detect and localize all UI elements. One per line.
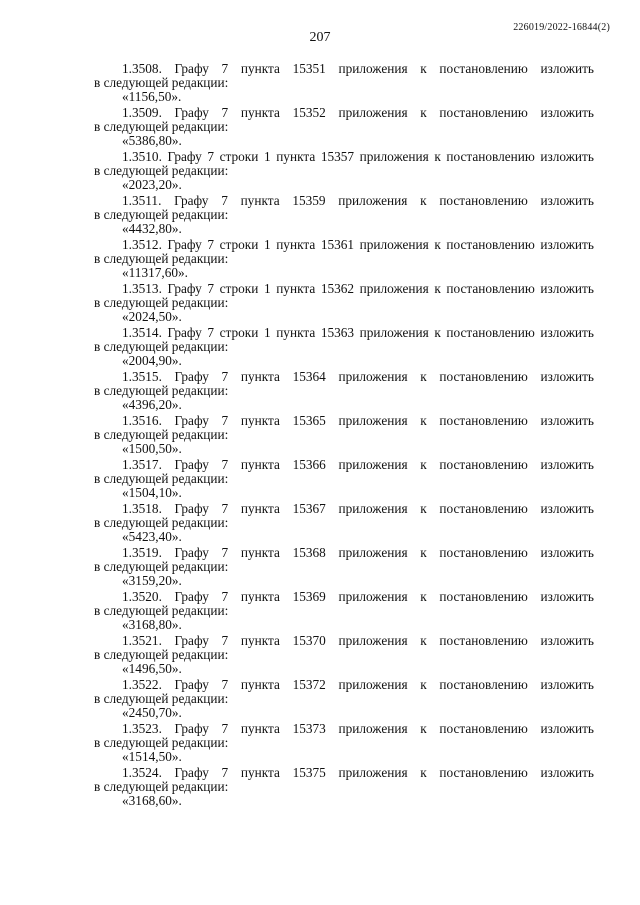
amendment-word: 15373 <box>292 721 326 736</box>
amendment-word: пункта <box>240 413 280 428</box>
amendment-word: пункта <box>240 677 280 692</box>
amendment-new-value: «2023,20». <box>122 177 182 192</box>
amendment-word: к <box>420 61 427 76</box>
amendment-item <box>94 678 594 720</box>
amendment-item <box>94 282 594 324</box>
amendment-word: изложить <box>540 149 594 164</box>
amendment-word: 7 <box>221 369 229 384</box>
amendment-word: 7 <box>221 105 229 120</box>
amendment-first-line <box>94 194 594 208</box>
amendment-word: к <box>420 765 427 780</box>
amendment-first-line <box>94 590 594 604</box>
amendment-first-line <box>94 326 594 340</box>
amendment-word: 15361 <box>320 237 355 252</box>
amendment-word: Графу <box>167 149 202 164</box>
amendment-word: пункта <box>240 457 280 472</box>
amendment-word: приложения <box>359 281 429 296</box>
amendment-new-value: «3168,80». <box>122 617 182 632</box>
amendment-continuation: в следующей редакции: <box>94 559 229 574</box>
amendment-word: пункта <box>240 193 280 208</box>
amendment-word: 15351 <box>292 61 326 76</box>
amendment-word: 1.3517. <box>122 457 162 472</box>
amendment-word: 7 <box>207 281 215 296</box>
amendment-word: к <box>420 413 427 428</box>
amendment-word: пункта <box>240 501 280 516</box>
amendment-item <box>94 502 594 544</box>
amendment-word: 1.3511. <box>122 193 162 208</box>
amendment-first-line <box>94 370 594 384</box>
amendment-word: Графу <box>174 413 209 428</box>
amendment-word: приложения <box>359 237 429 252</box>
amendment-item <box>94 722 594 764</box>
amendment-word: постановлению <box>446 237 535 252</box>
amendment-continuation: в следующей редакции: <box>94 295 229 310</box>
amendment-word: 1.3521. <box>122 633 162 648</box>
amendment-word: 7 <box>221 193 228 208</box>
page-number: 207 <box>309 30 331 45</box>
amendment-word: приложения <box>359 325 429 340</box>
amendment-new-value: «4432,80». <box>122 221 182 236</box>
amendment-word: постановлению <box>439 61 528 76</box>
amendment-new-value: «11317,60». <box>122 265 188 280</box>
amendment-new-value: «2004,90». <box>122 353 182 368</box>
amendment-word: строки <box>219 149 259 164</box>
amendment-item <box>94 238 594 280</box>
amendment-first-line <box>94 414 594 428</box>
amendment-word: 1.3519. <box>122 545 162 560</box>
amendment-word: Графу <box>174 765 209 780</box>
amendment-new-value: «1504,10». <box>122 485 182 500</box>
amendment-new-value: «3159,20». <box>122 573 182 588</box>
amendment-continuation: в следующей редакции: <box>94 471 229 486</box>
amendment-first-line <box>94 150 594 164</box>
amendment-word: 1.3515. <box>122 369 162 384</box>
amendment-word: 1.3513. <box>122 281 162 296</box>
amendment-item <box>94 150 594 192</box>
amendment-word: изложить <box>540 325 594 340</box>
amendment-word: изложить <box>540 61 594 76</box>
amendment-word: приложения <box>338 765 408 780</box>
amendment-word: постановлению <box>439 501 528 516</box>
amendment-word: 15363 <box>320 325 355 340</box>
amendment-first-line <box>94 546 594 560</box>
amendment-word: 1.3509. <box>122 105 162 120</box>
amendment-word: изложить <box>540 193 594 208</box>
amendment-item <box>94 590 594 632</box>
amendment-word: 15375 <box>292 765 326 780</box>
amendment-word: 15365 <box>292 413 326 428</box>
amendment-word: приложения <box>338 369 408 384</box>
amendment-word: постановлению <box>439 721 528 736</box>
amendment-word: изложить <box>540 237 594 252</box>
amendment-word: изложить <box>540 765 594 780</box>
amendment-word: 15357 <box>320 149 355 164</box>
amendment-word: 15370 <box>292 633 326 648</box>
amendment-continuation: в следующей редакции: <box>94 603 229 618</box>
amendment-word: Графу <box>174 105 209 120</box>
amendment-word: постановлению <box>439 369 528 384</box>
amendment-word: 1.3522. <box>122 677 162 692</box>
amendment-word: 7 <box>221 457 229 472</box>
amendment-word: приложения <box>338 105 408 120</box>
amendment-first-line <box>94 634 594 648</box>
amendment-word: 7 <box>221 545 229 560</box>
amendment-word: к <box>434 281 441 296</box>
amendment-word: 15352 <box>292 105 326 120</box>
amendment-word: приложения <box>338 457 408 472</box>
amendment-word: 1 <box>263 149 271 164</box>
amendment-word: постановлению <box>439 105 528 120</box>
amendment-word: пункта <box>240 721 280 736</box>
amendment-word: 15364 <box>292 369 326 384</box>
amendment-word: приложения <box>338 545 408 560</box>
amendment-word: изложить <box>540 369 594 384</box>
amendment-word: 15368 <box>292 545 326 560</box>
amendment-word: постановлению <box>439 765 528 780</box>
amendment-word: 7 <box>207 325 215 340</box>
amendment-item <box>94 326 594 368</box>
amendment-item <box>94 414 594 456</box>
amendment-item <box>94 634 594 676</box>
amendment-word: постановлению <box>446 149 535 164</box>
amendment-word: приложения <box>338 61 408 76</box>
amendment-continuation: в следующей редакции: <box>94 251 229 266</box>
amendment-word: изложить <box>540 105 594 120</box>
amendment-word: строки <box>219 237 259 252</box>
amendment-word: постановлению <box>439 413 528 428</box>
amendment-word: изложить <box>540 721 594 736</box>
amendment-word: приложения <box>359 149 429 164</box>
amendment-word: постановлению <box>439 457 528 472</box>
amendment-word: 15372 <box>292 677 326 692</box>
amendment-first-line <box>94 106 594 120</box>
amendment-new-value: «1514,50». <box>122 749 182 764</box>
amendment-word: к <box>420 501 427 516</box>
amendment-item <box>94 194 594 236</box>
amendment-continuation: в следующей редакции: <box>94 515 229 530</box>
amendment-item <box>94 106 594 148</box>
amendment-word: постановлению <box>439 193 528 208</box>
amendment-continuation: в следующей редакции: <box>94 691 229 706</box>
amendment-word: строки <box>219 281 259 296</box>
amendment-word: постановлению <box>439 545 528 560</box>
amendment-word: 1.3514. <box>122 325 162 340</box>
amendment-word: изложить <box>540 457 594 472</box>
amendment-word: 1.3510. <box>122 149 162 164</box>
amendment-word: 15359 <box>292 193 326 208</box>
amendment-word: 7 <box>221 589 229 604</box>
amendment-word: пункта <box>240 589 280 604</box>
amendment-word: приложения <box>338 413 408 428</box>
amendment-continuation: в следующей редакции: <box>94 383 229 398</box>
amendment-word: Графу <box>174 501 209 516</box>
amendment-word: Графу <box>167 281 202 296</box>
amendment-first-line <box>94 238 594 252</box>
amendment-word: строки <box>219 325 259 340</box>
amendment-item <box>94 766 594 808</box>
amendment-word: 7 <box>221 501 229 516</box>
amendment-continuation: в следующей редакции: <box>94 163 229 178</box>
amendment-word: пункта <box>276 325 316 340</box>
amendment-word: 7 <box>207 149 215 164</box>
amendment-word: к <box>420 633 427 648</box>
amendment-new-value: «1500,50». <box>122 441 182 456</box>
amendment-continuation: в следующей редакции: <box>94 427 229 442</box>
amendment-word: 7 <box>207 237 215 252</box>
amendment-first-line <box>94 458 594 472</box>
amendment-word: 7 <box>221 765 229 780</box>
amendment-word: изложить <box>540 589 594 604</box>
amendment-continuation: в следующей редакции: <box>94 119 229 134</box>
amendment-continuation: в следующей редакции: <box>94 779 229 794</box>
amendment-word: 1 <box>263 281 271 296</box>
amendment-word: Графу <box>174 633 209 648</box>
amendment-word: изложить <box>540 633 594 648</box>
amendment-new-value: «5423,40». <box>122 529 182 544</box>
amendment-new-value: «1156,50». <box>122 89 182 104</box>
amendment-new-value: «2024,50». <box>122 309 182 324</box>
amendment-word: постановлению <box>439 677 528 692</box>
amendment-continuation: в следующей редакции: <box>94 207 229 222</box>
amendment-word: к <box>420 457 427 472</box>
amendment-word: Графу <box>167 325 202 340</box>
amendment-word: пункта <box>240 369 280 384</box>
amendment-word: 7 <box>221 633 229 648</box>
amendment-word: 1.3520. <box>122 589 162 604</box>
amendment-word: 1.3523. <box>122 721 162 736</box>
amendment-word: приложения <box>338 501 408 516</box>
amendment-word: 7 <box>221 61 229 76</box>
amendment-word: пункта <box>276 237 316 252</box>
amendment-word: 7 <box>221 413 229 428</box>
amendment-word: к <box>420 721 427 736</box>
amendment-word: к <box>420 589 427 604</box>
document-code: 226019/2022-16844(2) <box>513 22 610 33</box>
amendment-first-line <box>94 62 594 76</box>
amendment-word: 1.3524. <box>122 765 162 780</box>
amendment-first-line <box>94 678 594 692</box>
amendment-word: к <box>434 149 441 164</box>
amendment-word: к <box>420 105 427 120</box>
amendment-first-line <box>94 766 594 780</box>
amendment-word: к <box>434 325 441 340</box>
amendment-word: к <box>420 677 427 692</box>
amendment-word: к <box>420 369 427 384</box>
amendment-continuation: в следующей редакции: <box>94 647 229 662</box>
amendment-word: 1.3508. <box>122 61 162 76</box>
amendment-list <box>94 62 594 810</box>
amendment-word: Графу <box>174 721 209 736</box>
amendment-word: пункта <box>276 149 316 164</box>
amendment-word: 15367 <box>292 501 326 516</box>
amendment-word: 15362 <box>320 281 355 296</box>
amendment-new-value: «1496,50». <box>122 661 182 676</box>
amendment-word: приложения <box>338 193 408 208</box>
amendment-word: Графу <box>174 61 209 76</box>
amendment-word: Графу <box>174 193 209 208</box>
amendment-word: к <box>420 193 427 208</box>
amendment-word: изложить <box>540 281 594 296</box>
amendment-word: пункта <box>240 105 280 120</box>
amendment-word: 15369 <box>292 589 326 604</box>
amendment-first-line <box>94 722 594 736</box>
amendment-word: Графу <box>174 589 209 604</box>
amendment-word: пункта <box>276 281 316 296</box>
amendment-item <box>94 458 594 500</box>
amendment-word: 1.3518. <box>122 501 162 516</box>
amendment-word: приложения <box>338 721 408 736</box>
amendment-word: 7 <box>221 677 229 692</box>
amendment-word: 1 <box>263 237 271 252</box>
amendment-new-value: «3168,60». <box>122 793 182 808</box>
amendment-word: приложения <box>338 589 408 604</box>
amendment-item <box>94 546 594 588</box>
amendment-word: 1 <box>263 325 271 340</box>
amendment-first-line <box>94 282 594 296</box>
amendment-word: постановлению <box>439 589 528 604</box>
amendment-word: к <box>420 545 427 560</box>
amendment-word: постановлению <box>446 325 535 340</box>
amendment-word: 1.3512. <box>122 237 162 252</box>
amendment-word: постановлению <box>446 281 535 296</box>
amendment-word: изложить <box>540 677 594 692</box>
amendment-word: 7 <box>221 721 229 736</box>
amendment-first-line <box>94 502 594 516</box>
amendment-item <box>94 62 594 104</box>
amendment-word: Графу <box>174 545 209 560</box>
amendment-word: пункта <box>240 61 280 76</box>
amendment-word: пункта <box>240 545 280 560</box>
amendment-word: пункта <box>240 765 280 780</box>
amendment-word: Графу <box>174 369 209 384</box>
amendment-word: приложения <box>338 677 408 692</box>
amendment-word: пункта <box>240 633 280 648</box>
amendment-continuation: в следующей редакции: <box>94 339 229 354</box>
amendment-word: 15366 <box>292 457 326 472</box>
amendment-word: к <box>434 237 441 252</box>
amendment-word: изложить <box>540 545 594 560</box>
amendment-word: изложить <box>540 413 594 428</box>
amendment-continuation: в следующей редакции: <box>94 75 229 90</box>
amendment-word: Графу <box>174 677 209 692</box>
amendment-word: Графу <box>167 237 202 252</box>
amendment-word: 1.3516. <box>122 413 162 428</box>
amendment-continuation: в следующей редакции: <box>94 735 229 750</box>
amendment-word: изложить <box>540 501 594 516</box>
amendment-new-value: «2450,70». <box>122 705 182 720</box>
amendment-word: приложения <box>338 633 408 648</box>
amendment-word: постановлению <box>439 633 528 648</box>
amendment-new-value: «5386,80». <box>122 133 182 148</box>
amendment-new-value: «4396,20». <box>122 397 182 412</box>
amendment-item <box>94 370 594 412</box>
amendment-word: Графу <box>174 457 209 472</box>
